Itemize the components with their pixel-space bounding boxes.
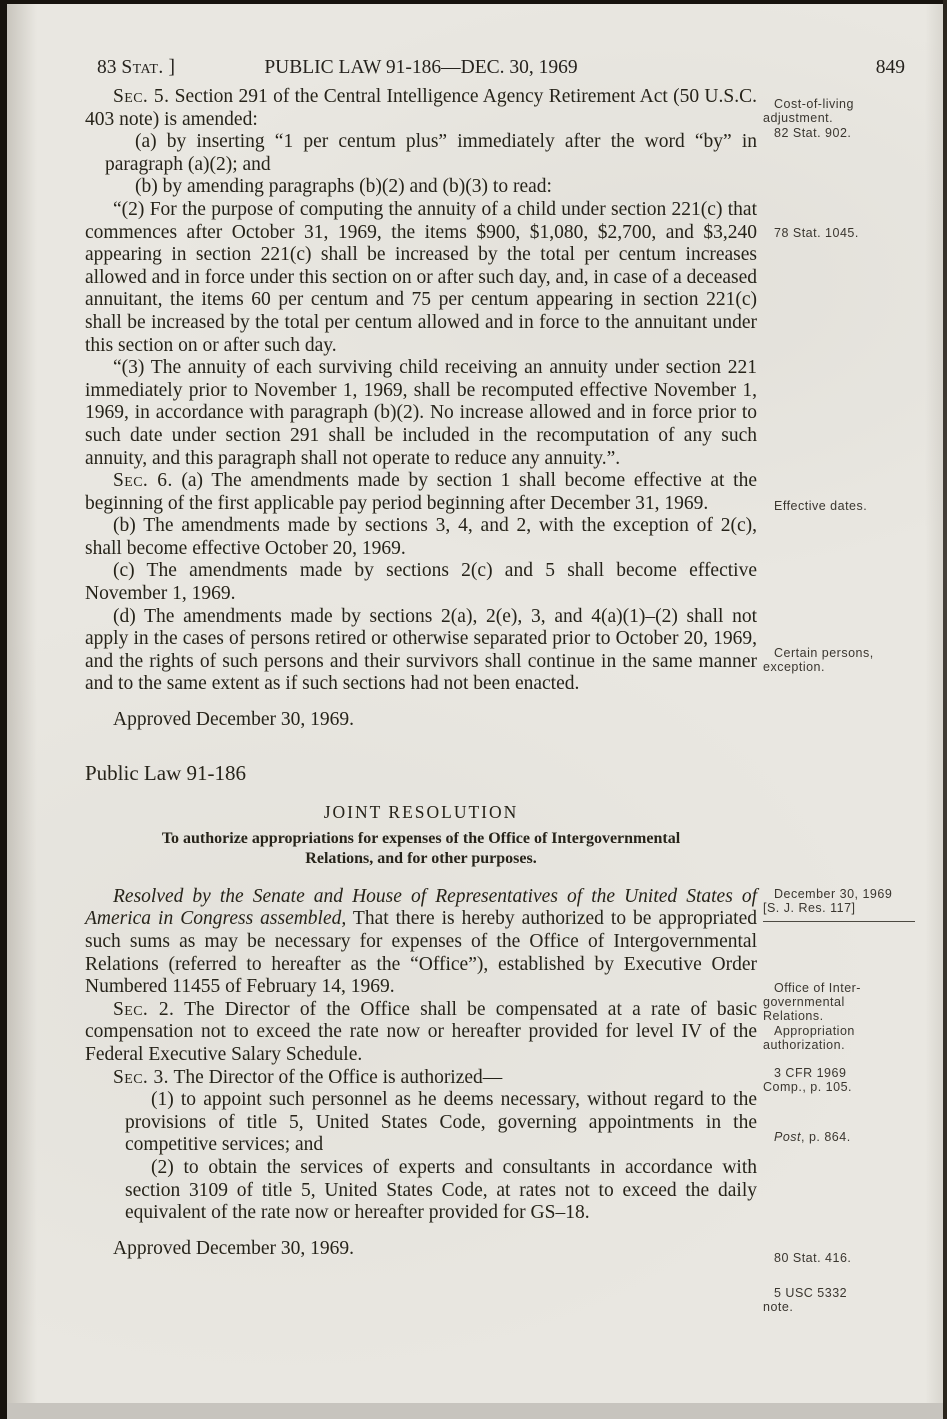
sec3-intro [85,1067,757,1090]
public-law-heading [85,762,757,785]
text-line [85,762,757,785]
text-line [85,886,757,999]
margin-note [763,1286,933,1314]
text-segment: Sec. 2. [113,998,175,1020]
margin-note [763,1024,933,1052]
text-line [85,829,757,849]
text-segment: (c) The amendments made by sections 2(c) and 5 shall become effective November 1, 1969. [85,560,757,605]
margin-note [763,499,933,513]
text-segment: The Director of the Office shall be compensated at a rate of basic compensation not to exceed the rate now or hereafter provided for level IV of the Federal Executive Salary Schedule. [85,998,757,1065]
margin-note-line [763,226,933,240]
margin-note [763,646,933,674]
text-line [105,131,757,176]
sec5-intro [85,86,757,131]
text-segment: Approved December 30, 1969. [113,709,354,731]
sec3-item-1 [85,1089,757,1157]
text-line [125,1157,757,1225]
approved-line-2 [85,1238,757,1261]
text-line [85,560,757,605]
text-segment: , p. 864. [801,1130,851,1144]
text-segment: 849 [875,57,905,78]
text-segment: exception. [763,660,825,674]
margin-note-line [763,1130,933,1144]
margin-note [763,126,933,140]
text-segment: 5 USC 5332 [774,1286,848,1300]
text-segment: December 30, 1969 [774,887,893,901]
text-segment: 80 Stat. 416. [774,1251,852,1265]
text-segment: note. [763,1300,794,1314]
text-segment: Approved December 30, 1969. [113,1237,354,1259]
margin-note-line [763,1038,933,1052]
text-segment: Sec. 3. [113,1066,169,1088]
text-segment: Relations, and for other purposes. [305,849,537,867]
margin-note-line [763,1080,933,1094]
margin-note-line [763,981,933,995]
text-segment: The Director of the Office is authorized— [168,1066,503,1088]
margin-note-line [763,97,933,111]
text-segment: (a) The amendments made by section 1 shall become effective at the beginning of the first applicable pay period beginning after December 31, 1969. [85,470,757,514]
text-line [85,470,757,515]
approved-line-1 [85,709,757,732]
margin-note-line [763,111,933,125]
text-segment: Section 291 of the Central Intelligence Agency Retirement Act (50 U.S.C. 403 note) is amended: [85,86,757,130]
sec2 [85,999,757,1067]
margin-note [763,981,933,1023]
text-segment: Certain persons, [774,646,874,660]
text-segment: (b) The amendments made by sections 3, 4, and 2, with the exception of 2(c), shall become effective October 20, 1969. [85,515,757,559]
text-segment: [S. J. Res. 117] [763,901,856,915]
sec6-c [85,560,757,605]
text-segment: JOINT RESOLUTION [323,802,519,823]
text-line [125,1089,757,1157]
text-segment: “(2) For the purpose of computing the annuity of a child under section 221(c) that commences after October 31, 1969, the items $900, $1,080, $2,700, and $3,240 appearing in section 221(c) shall be increased by the total per centum increases allowed and in force under this section on or after such day, and, in case of a deceased annuitant, the items 60 per centum and 75 per centum appearing in section 221(c) shall be increased by the total per centum allowed and in force to the annuitant under this section on or after such day. [85,198,757,356]
text-segment: Cost-of-living [774,97,854,111]
margin-note-line [763,1286,933,1300]
text-line [85,849,757,869]
text-line [85,606,757,696]
text-segment: governmental [763,995,845,1009]
margin-note-line [763,1024,933,1038]
sec5-sub-b [85,176,757,199]
text-segment: Relations. [763,1009,824,1023]
running-title [85,57,757,79]
margin-note-line [763,660,933,674]
text-segment: Public Law 91-186 [85,760,246,785]
text-line [85,515,757,560]
margin-note-line [763,887,915,901]
text-segment: Office of Inter- [774,981,861,995]
text-segment: (d) The amendments made by sections 2(a), 2(e), 3, and 4(a)(1)–(2) shall not apply in the cases of persons retired or otherwise separated prior to October 20, 1969, and the rights of such persons and their survivors shall continue in the same manner and to the same extent as if such sections had not been enacted. [85,605,757,695]
text-line [85,801,757,824]
quoted-paragraph-2 [85,199,757,357]
text-segment: Post [774,1130,802,1144]
joint-resolution-title [85,829,757,869]
text-segment: Effective dates. [774,499,868,513]
text-segment: Resolved by the Senate and House of Representatives of the United States of America in Congress assembled, [85,885,757,930]
margin-note [763,1251,933,1265]
margin-note-line [763,499,933,513]
text-segment: adjustment. [763,111,834,125]
margin-note-line [763,1009,933,1023]
text-segment: Sec. 5. [113,86,170,107]
text-segment: Comp., p. 105. [763,1080,852,1094]
margin-note [763,1066,933,1094]
text-line [85,999,757,1067]
margin-note-line [763,646,933,660]
sec6-b [85,515,757,560]
text-segment: ] [163,57,176,78]
text-segment: 78 Stat. 1045. [774,226,859,240]
text-segment: To authorize appropriations for expenses of the Office of Intergovernmental [161,829,681,847]
margin-notes [763,0,939,1419]
text-segment: 3 CFR 1969 [774,1066,847,1080]
margin-note-line [763,1300,933,1314]
margin-note [763,97,933,125]
text-line [105,176,757,199]
margin-note-line [763,1251,933,1265]
scan-right-edge [943,0,947,1419]
text-segment: (2) to obtain the services of experts and consultants in accordance with section 3109 of title 5, United States Code, at rates not to exceed the daily equivalent of the rate now or hereafter provided for GS–18. [125,1156,757,1224]
text-segment: 83 [97,57,122,78]
margin-note [763,887,915,922]
text-segment: Appropriation [774,1024,855,1038]
text-segment: PUBLIC LAW 91-186—DEC. 30, 1969 [264,57,578,78]
joint-resolution-heading [85,801,757,824]
sec5-sub-a [85,131,757,176]
text-segment: 82 Stat. 902. [774,126,852,140]
text-line [85,199,757,357]
body-column [85,86,757,1260]
text-segment: (1) to appoint such personnel as he deems necessary, without regard to the provisions of title 5, United States Code, governing appointments in the competitive services; and [125,1089,757,1156]
text-line [85,1067,757,1090]
text-segment: Stat. [121,57,164,78]
margin-note-line [763,995,933,1009]
text-segment: (a) by inserting “1 per centum plus” immediately after the word “by” in paragraph (a)(2); and [105,131,757,175]
margin-note [763,1130,933,1144]
text-segment: Sec. 6. [113,470,173,492]
resolved-clause [85,886,757,999]
text-line [85,357,757,470]
margin-note-line [763,901,915,915]
margin-note-line [763,126,933,140]
text-segment: authorization. [763,1038,846,1052]
quoted-paragraph-3 [85,357,757,470]
text-line [85,86,757,131]
sec3-item-2 [85,1157,757,1225]
text-line [85,709,757,732]
margin-note-line [763,1066,933,1080]
text-segment: (b) by amending paragraphs (b)(2) and (b)(3) to read: [135,176,552,198]
margin-note [763,226,933,240]
text-segment: “(3) The annuity of each surviving child receiving an annuity under section 221 immediately prior to November 1, 1969, shall be recomputed effective November 1, 1969, in accordance with paragraph (b)(2). No increase allowed and in force prior to such date under section 291 shall be included in the recomputation of any such annuity, and this paragraph shall not operate to reduce any annuity.”. [85,357,757,469]
sec6-a [85,470,757,515]
sec6-d [85,606,757,696]
text-line [85,1238,757,1261]
text-segment: That there is hereby authorized to be appropriated such sums as may be necessary for expenses of the Office of Intergovernmental Relations (referred to hereafter as the “Office”), established by Executive Order Numbered 11455 of February 14, 1969. [85,908,757,998]
